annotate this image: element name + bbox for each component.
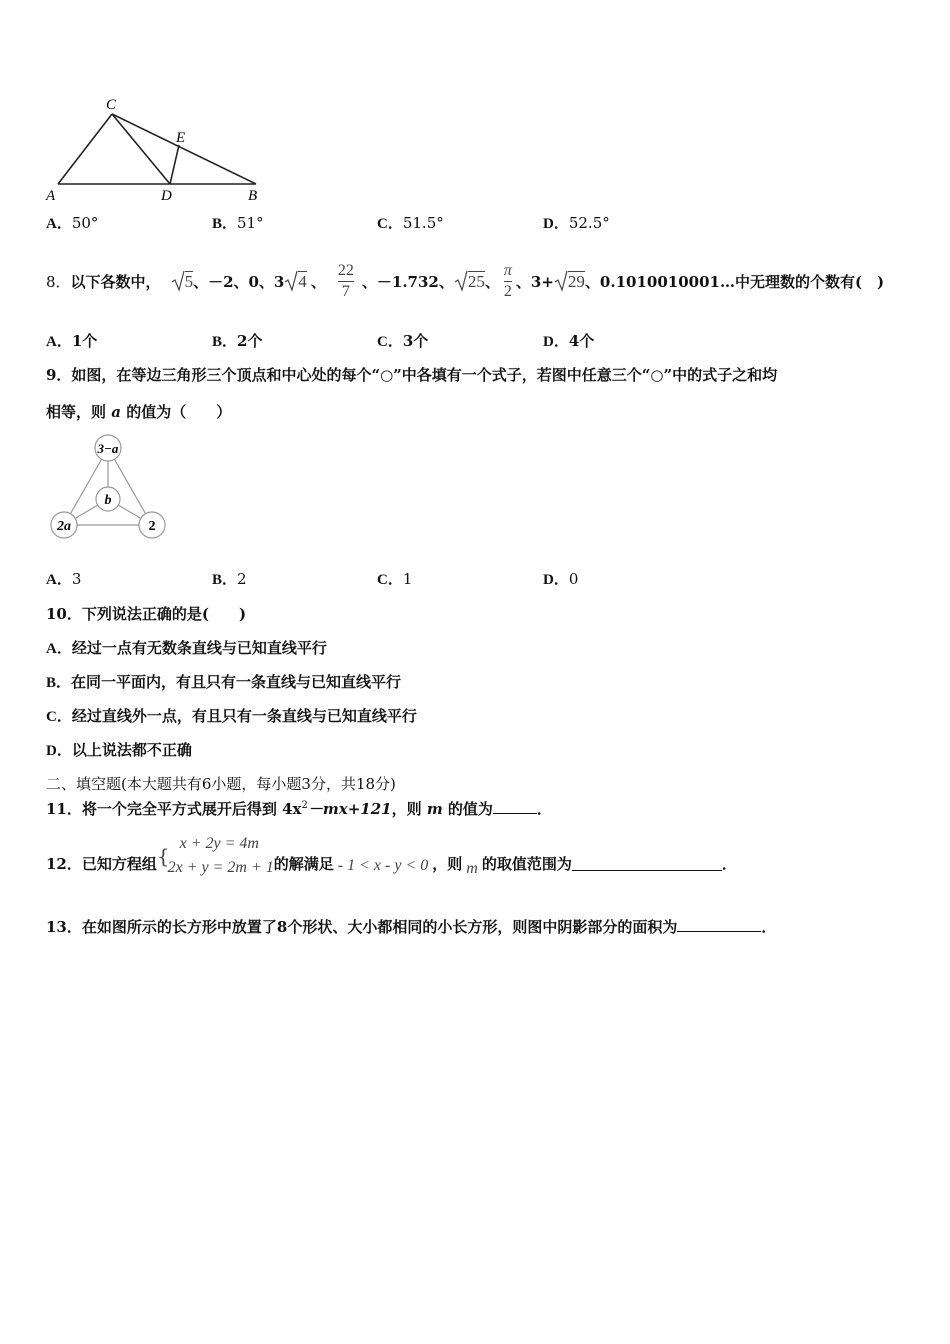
sqrt5-radicand: 5 <box>184 271 194 291</box>
label-a: A <box>46 188 56 204</box>
sqrt25-radicand: 25 <box>467 271 485 291</box>
q11-expr2: －mx+121 <box>307 800 392 818</box>
q7-option-a[interactable] <box>46 212 98 233</box>
option-text: 0 <box>568 570 579 588</box>
q7-option-c[interactable] <box>377 212 444 233</box>
q10-option-c[interactable] <box>46 705 417 726</box>
q10-option-a[interactable] <box>46 637 327 658</box>
q8-sep3: 、－1.732、 <box>361 272 454 291</box>
option-letter: C． <box>377 334 403 350</box>
q11-text-b: ，则 <box>391 800 427 818</box>
q10-stem: 10．下列说法正确的是( ) <box>46 605 247 623</box>
q11-superscript: 2 <box>301 800 308 811</box>
fraction-pi-2 <box>504 261 512 302</box>
question-11 <box>46 798 552 819</box>
q11-end: ． <box>536 800 552 818</box>
q9-line2a: 相等，则 <box>46 403 112 421</box>
q8-option-c[interactable] <box>377 330 428 351</box>
option-letter: B． <box>46 675 72 691</box>
q13-end: ． <box>761 918 777 936</box>
q10-option-d[interactable] <box>46 739 192 760</box>
option-text: 52.5° <box>568 214 610 232</box>
q9-line1: 9．如图，在等边三角形三个顶点和中心处的每个“○”中各填有一个式子，若图中任意三个“○”中的式子之和均 <box>46 366 778 384</box>
option-text: 1个 <box>71 332 98 350</box>
option-letter: D． <box>543 216 569 232</box>
option-letter: A． <box>46 216 72 232</box>
fraction-22-7 <box>338 261 354 302</box>
sqrt-symbol <box>554 270 568 292</box>
equation-2: 2x + y = 2m + 1 <box>167 859 274 876</box>
sqrt4-radicand: 4 <box>298 271 307 291</box>
option-text: 2个 <box>237 332 263 350</box>
sqrt29-radicand: 29 <box>567 271 585 291</box>
option-text: 在同一平面内，有且只有一条直线与已知直线平行 <box>71 673 402 691</box>
fraction-denominator: 7 <box>338 281 354 302</box>
option-letter: D． <box>46 743 72 759</box>
equation-system <box>168 832 274 880</box>
q8-option-a[interactable] <box>46 330 97 351</box>
option-letter: A． <box>46 334 72 350</box>
q12-text-b: 的解满足 <box>273 855 334 873</box>
triangle-figure <box>40 92 270 204</box>
node-center: b <box>104 493 112 508</box>
label-d: D <box>161 188 172 204</box>
q8-tail: 、0.1010010001…中无理数的个数有( ) <box>584 272 885 291</box>
option-text: 3个 <box>402 332 429 350</box>
question-12 <box>46 828 737 884</box>
section-heading: 二、填空题(本大题共有6小题，每小题3分，共18分) <box>46 775 396 793</box>
q9-option-c[interactable] <box>377 568 412 589</box>
option-text: 1 <box>402 570 413 588</box>
node-left: 2a <box>57 519 71 534</box>
fraction-denominator: 2 <box>503 282 512 300</box>
q12-end: ． <box>721 855 737 873</box>
q9-option-d[interactable] <box>543 568 578 589</box>
q8-sep2: 、 <box>310 272 326 291</box>
fraction-numerator: π <box>503 261 512 279</box>
q8-option-b[interactable] <box>212 330 262 351</box>
q9-option-a[interactable] <box>46 568 81 589</box>
option-letter: B． <box>212 572 238 588</box>
sqrt-symbol <box>171 270 185 292</box>
option-text: 以上说法都不正确 <box>71 741 192 759</box>
sqrt-symbol <box>454 270 468 292</box>
q9-triangle-figure <box>44 432 174 544</box>
q9-option-b[interactable] <box>212 568 247 589</box>
q8-sep4: 、 <box>484 272 500 291</box>
q13-text: 13．在如图所示的长方形中放置了8个形状、大小都相同的小长方形，则图中阴影部分的面积为 <box>46 918 678 936</box>
q8-number: 8． <box>46 272 71 291</box>
answer-blank[interactable] <box>493 813 537 814</box>
q12-variable: m <box>466 860 478 877</box>
option-letter: B． <box>212 334 238 350</box>
q11-variable: m <box>426 800 443 818</box>
q8-sep5: 、3+ <box>515 272 554 291</box>
option-letter: A． <box>46 572 72 588</box>
q7-option-b[interactable] <box>212 212 264 233</box>
q9-line2 <box>46 401 231 422</box>
q8-lead: 以下各数中， <box>70 272 161 291</box>
q12-condition: - 1 < x - y < 0 <box>337 857 429 874</box>
node-top: 3−a <box>97 441 119 456</box>
option-letter: C． <box>46 709 72 725</box>
q12-text-a: 12．已知方程组 <box>46 855 157 873</box>
equation-1: x + 2y = 4m <box>179 835 259 852</box>
q12-text-c: ，则 <box>432 855 463 873</box>
q10-option-b[interactable] <box>46 671 401 692</box>
q11-expr1: 4x <box>282 800 302 818</box>
option-text: 50° <box>71 214 99 232</box>
option-letter: B． <box>212 216 238 232</box>
option-letter: D． <box>543 572 569 588</box>
label-e: E <box>176 130 186 146</box>
answer-blank[interactable] <box>572 870 722 871</box>
label-b: B <box>248 188 258 204</box>
option-text: 经过一点有无数条直线与已知直线平行 <box>71 639 327 657</box>
option-letter: C． <box>377 572 403 588</box>
q11-text-a: 11．将一个完全平方式展开后得到 <box>46 800 283 818</box>
node-right: 2 <box>148 519 156 534</box>
option-text: 2 <box>237 570 247 588</box>
option-text: 51.5° <box>402 214 444 232</box>
answer-blank[interactable] <box>677 931 761 932</box>
q12-text-d: 的取值范围为 <box>481 855 572 873</box>
option-letter: C． <box>377 216 403 232</box>
option-text: 4个 <box>568 332 595 350</box>
q8-sep1: 、－2、0、3 <box>193 272 285 291</box>
label-c: C <box>106 97 117 113</box>
fraction-numerator: 22 <box>337 261 354 279</box>
q9-variable: a <box>111 403 121 421</box>
q11-text-c: 的值为 <box>442 800 493 818</box>
brace-icon: { <box>156 844 170 868</box>
sqrt-symbol <box>284 270 298 292</box>
q7-option-d[interactable] <box>543 212 610 233</box>
q9-line2b: 的值为（ ） <box>120 403 232 421</box>
question-8 <box>46 246 884 316</box>
question-13 <box>46 916 776 937</box>
option-letter: D． <box>543 334 569 350</box>
option-letter: A． <box>46 641 72 657</box>
option-text: 经过直线外一点，有且只有一条直线与已知直线平行 <box>71 707 417 725</box>
option-text: 3 <box>71 570 82 588</box>
q8-option-d[interactable] <box>543 330 594 351</box>
option-text: 51° <box>237 214 264 232</box>
